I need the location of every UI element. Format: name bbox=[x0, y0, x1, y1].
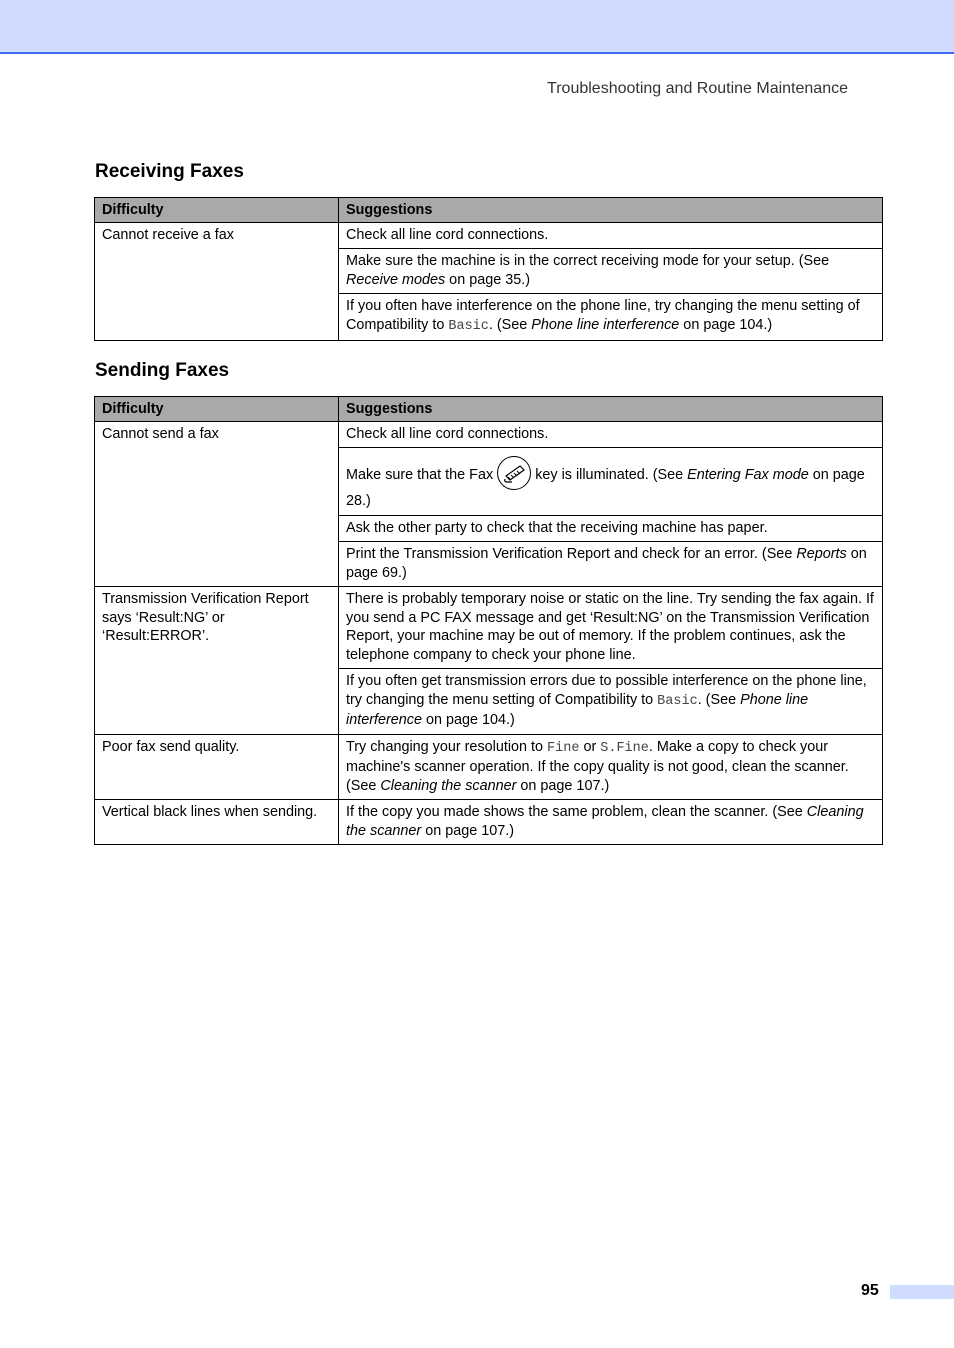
table-header-row bbox=[95, 198, 883, 223]
cross-reference: Cleaning the scanner bbox=[380, 777, 517, 794]
cross-reference: Entering Fax mode bbox=[687, 466, 809, 483]
suggestion-cell: Try changing your resolution to Fine or S.Fine. Make a copy to check your machine's scanner operation. If the copy quality is not good, clean the scanner. (See Cleaning the scanner on page 107.) bbox=[339, 734, 883, 800]
cross-reference: Cleaning the scanner bbox=[346, 804, 864, 839]
suggestions-header: Suggestions bbox=[339, 198, 883, 223]
page-tab bbox=[890, 1285, 954, 1299]
top-band bbox=[0, 0, 954, 54]
table-row bbox=[95, 222, 883, 249]
receiving-faxes-table bbox=[94, 197, 883, 341]
table-header-row bbox=[95, 397, 883, 422]
menu-value: Basic bbox=[657, 693, 698, 709]
suggestion-cell: Check all line cord connections. bbox=[339, 222, 883, 249]
difficulty-cell: Poor fax send quality. bbox=[95, 734, 339, 800]
difficulty-header: Difficulty bbox=[95, 397, 339, 422]
suggestions-header: Suggestions bbox=[339, 397, 883, 422]
difficulty-cell: Transmission Verification Report says ‘Result:NG’ or ‘Result:ERROR’. bbox=[95, 587, 339, 735]
table-row bbox=[95, 734, 883, 800]
suggestion-cell: Ask the other party to check that the receiving machine has paper. bbox=[339, 515, 883, 542]
cross-reference: Phone line interference bbox=[531, 316, 680, 333]
menu-value: S.Fine bbox=[600, 740, 649, 756]
receiving-faxes-title: Receiving Faxes bbox=[95, 161, 244, 182]
sending-faxes-title: Sending Faxes bbox=[95, 360, 230, 381]
page-number: 95 bbox=[861, 1282, 879, 1299]
running-title: Troubleshooting and Routine Maintenance bbox=[547, 80, 848, 97]
table-row bbox=[95, 587, 883, 669]
suggestion-cell: If the copy you made shows the same problem, clean the scanner. (See Cleaning the scanner on page 107.) bbox=[339, 800, 883, 845]
table-row bbox=[95, 421, 883, 448]
suggestion-cell: Make sure the machine is in the correct receiving mode for your setup. (See Receive modes on page 35.) bbox=[339, 249, 883, 294]
difficulty-cell: Cannot send a fax bbox=[95, 421, 339, 587]
fax-key-icon bbox=[497, 456, 531, 490]
suggestion-cell: There is probably temporary noise or static on the line. Try sending the fax again. If you send a PC FAX message and get ‘Result:NG’ on the Transmission Verification Report, your machine may be out of memory. If the problem continues, ask the telephone company to check your phone line. bbox=[339, 587, 883, 669]
suggestion-cell: If you often have interference on the phone line, try changing the menu setting of Compatibility to Basic. (See Phone line interference on page 104.) bbox=[339, 294, 883, 341]
menu-value: Basic bbox=[448, 318, 489, 334]
suggestion-cell: Make sure that the Fax key is illuminated. (See Entering Fax mode on page 28.) bbox=[339, 448, 883, 516]
table-row bbox=[95, 800, 883, 845]
cross-reference: Reports bbox=[796, 546, 847, 562]
difficulty-header: Difficulty bbox=[95, 198, 339, 223]
suggestion-cell: If you often get transmission errors due to possible interference on the phone line, try changing the menu setting of Compatibility to Basic. (See Phone line interference on page 104.) bbox=[339, 669, 883, 735]
menu-value: Fine bbox=[547, 740, 580, 756]
cross-reference: Receive modes bbox=[346, 271, 446, 288]
difficulty-cell: Cannot receive a fax bbox=[95, 222, 339, 341]
suggestion-cell: Check all line cord connections. bbox=[339, 421, 883, 448]
sending-faxes-table bbox=[94, 396, 883, 845]
difficulty-cell: Vertical black lines when sending. bbox=[95, 800, 339, 845]
cross-reference: Phone line interference bbox=[346, 691, 809, 728]
suggestion-cell: Print the Transmission Verification Report and check for an error. (See Reports on page 69.) bbox=[339, 542, 883, 587]
